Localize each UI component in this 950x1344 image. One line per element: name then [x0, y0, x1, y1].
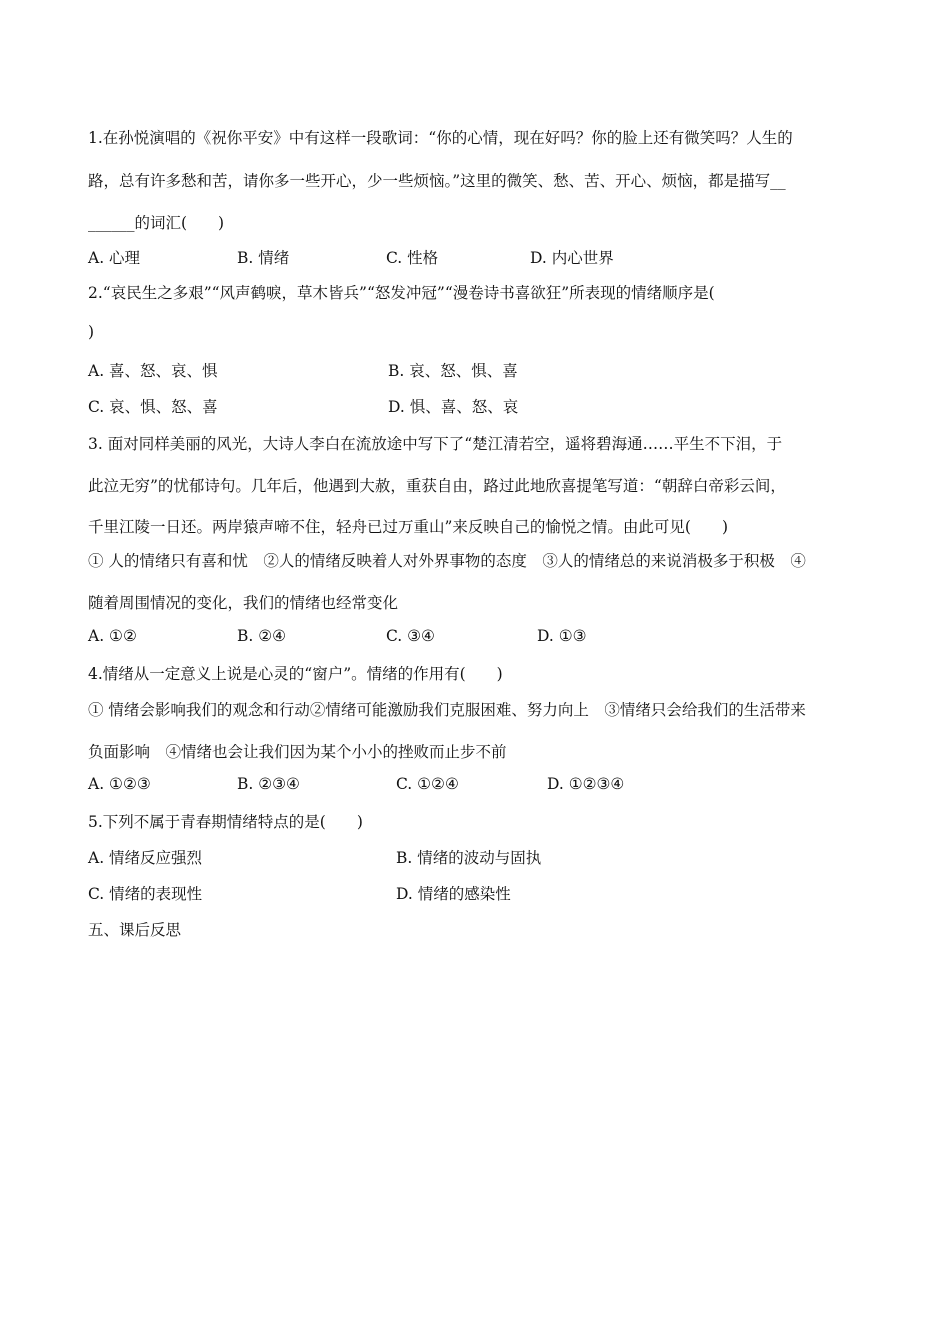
q2-line-1: 2.“哀民生之多艰”“风声鹤唳，草木皆兵”“怒发冲冠”“漫卷诗书喜欲狂”所表现的情绪顺序是( — [88, 284, 715, 302]
q5-option-a: A. 情绪反应强烈 — [88, 849, 203, 867]
q1-option-d: D. 内心世界 — [530, 249, 614, 267]
q4-option-b: B. ②③④ — [237, 775, 300, 793]
q5-line-1: 5.下列不属于青春期情绪特点的是( ) — [88, 813, 363, 831]
q5-option-d: D. 情绪的感染性 — [396, 885, 511, 903]
q1-line-1: 1.在孙悦演唱的《祝你平安》中有这样一段歌词：“你的心情，现在好吗？你的脸上还有微笑吗？人生的 — [88, 129, 793, 147]
q1-option-a: A. 心理 — [88, 249, 141, 267]
q3-line-2: 此泣无穷”的忧郁诗句。几年后，他遇到大赦，重获自由，路过此地欣喜提笔写道：“朝辞白帝彩云间， — [88, 477, 786, 495]
q3-option-d: D. ①③ — [537, 627, 587, 645]
q3-option-a: A. ①② — [88, 627, 137, 645]
q4-line-1: 4.情绪从一定意义上说是心灵的“窗户”。情绪的作用有( ) — [88, 665, 503, 683]
q1-option-b: B. 情绪 — [237, 249, 290, 267]
q3-line-1: 3. 面对同样美丽的风光，大诗人李白在流放途中写下了“楚江清若空，遥将碧海通……平生不下泪，于 — [88, 435, 783, 453]
q5-option-b: B. 情绪的波动与固执 — [396, 849, 542, 867]
q4-line-3: 负面影响 ④情绪也会让我们因为某个小小的挫败而止步不前 — [88, 743, 507, 761]
q3-line-5: 随着周围情况的变化，我们的情绪也经常变化 — [88, 594, 399, 612]
q2-option-c: C. 哀、惧、怒、喜 — [88, 398, 218, 416]
q2-option-a: A. 喜、怒、哀、惧 — [88, 362, 218, 380]
q4-option-c: C. ①②④ — [396, 775, 459, 793]
q3-option-b: B. ②④ — [237, 627, 287, 645]
q3-line-3: 千里江陵一日还。两岸猿声啼不住，轻舟已过万重山”来反映自己的愉悦之情。由此可见( ) — [88, 518, 729, 536]
q1-line-2: 路，总有许多愁和苦，请你多一些开心，少一些烦恼。”这里的微笑、愁、苦、开心、烦恼，都是描写__ — [88, 172, 786, 190]
q4-option-a: A. ①②③ — [88, 775, 151, 793]
q2-option-d: D. 惧、喜、怒、哀 — [388, 398, 519, 416]
q3-option-c: C. ③④ — [386, 627, 435, 645]
q4-line-2: ① 情绪会影响我们的观念和行动②情绪可能激励我们克服困难、努力向上 ③情绪只会给我们的生活带来 — [88, 701, 806, 719]
q2-option-b: B. 哀、怒、惧、喜 — [388, 362, 518, 380]
q3-line-4: ① 人的情绪只有喜和忧 ②人的情绪反映着人对外界事物的态度 ③人的情绪总的来说消极多于积极 ④ — [88, 552, 806, 570]
q1-option-c: C. 性格 — [386, 249, 439, 267]
q4-option-d: D. ①②③④ — [547, 775, 625, 793]
q2-line-2: ) — [88, 323, 95, 341]
section-title: 五、课后反思 — [88, 921, 182, 939]
q5-option-c: C. 情绪的表现性 — [88, 885, 203, 903]
q1-line-3: ______的词汇( ) — [88, 214, 225, 232]
